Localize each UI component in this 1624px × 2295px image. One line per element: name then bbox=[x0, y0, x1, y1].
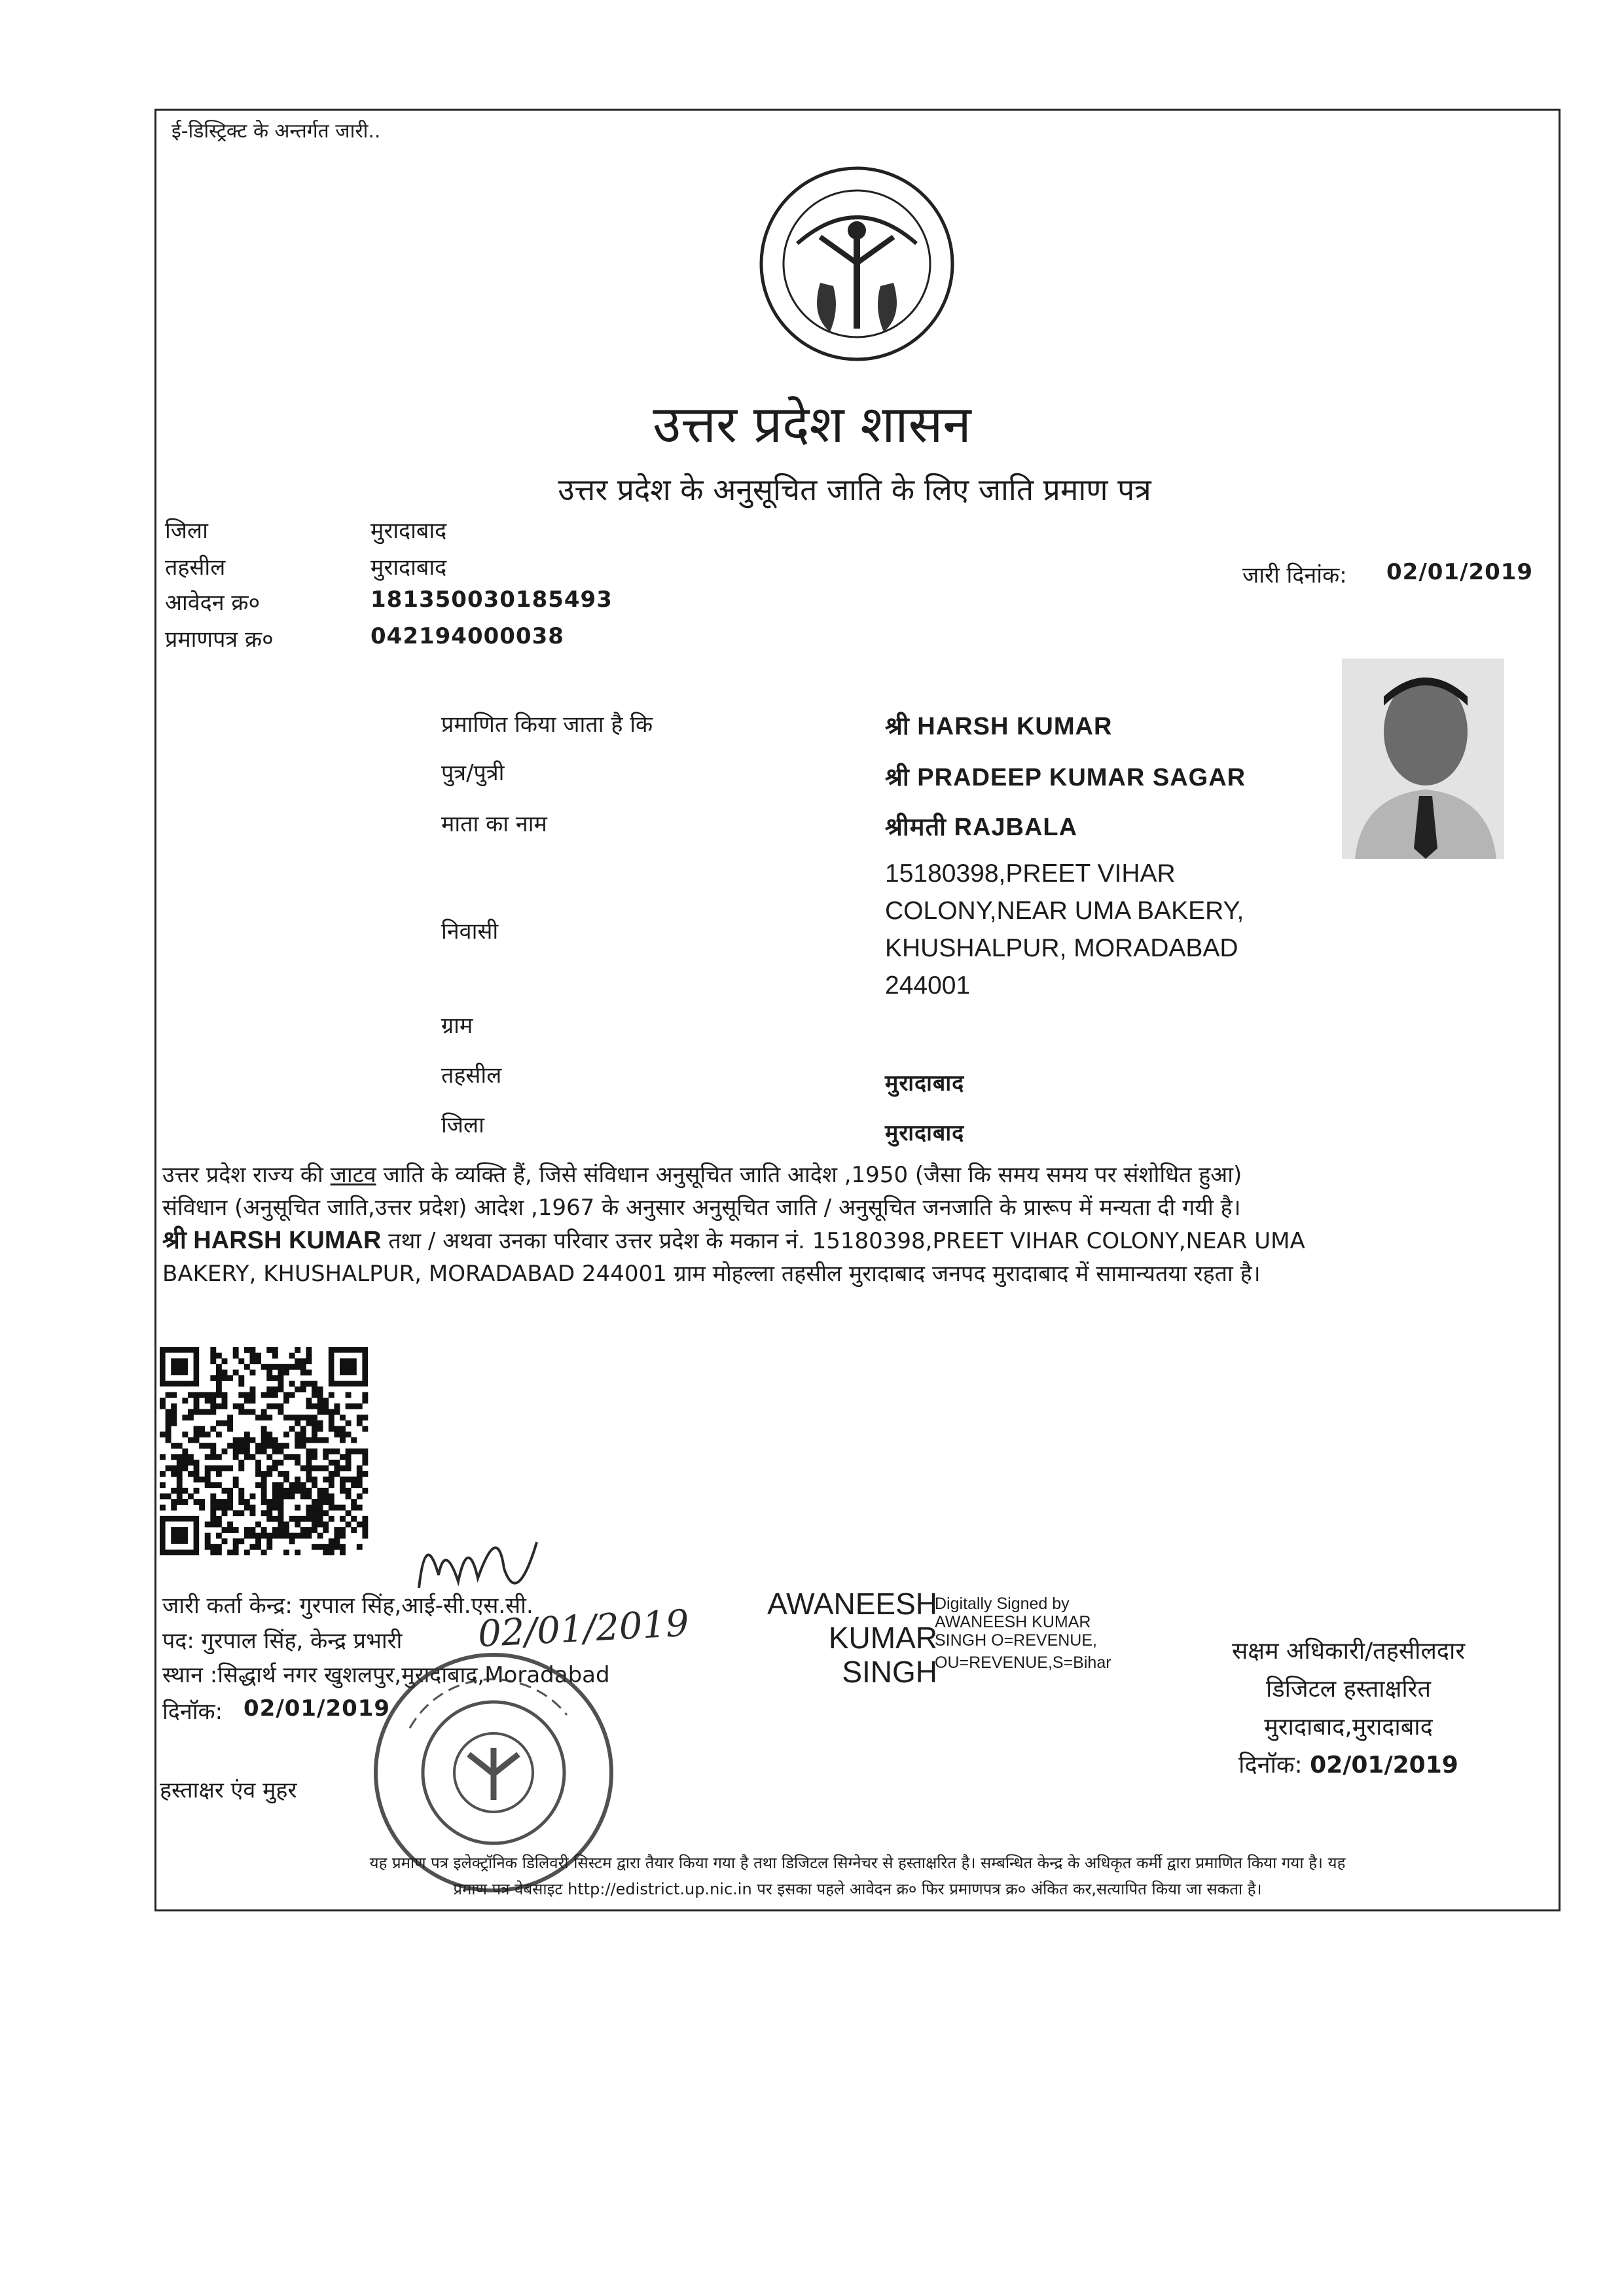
digital-signature-name bbox=[746, 1587, 937, 1689]
tehsil-label: तहसील bbox=[441, 1062, 502, 1089]
signature-icon bbox=[406, 1516, 563, 1608]
meta-certificate-label: प्रमाणपत्र क्र० bbox=[165, 626, 274, 653]
issuer-date: 02/01/2019 bbox=[244, 1695, 391, 1722]
district-value: मुरादाबाद bbox=[885, 1120, 965, 1146]
up-government-emblem bbox=[758, 165, 956, 363]
body-text: BAKERY, KHUSHALPUR, MORADABAD 244001 ग्राम मोहल्ला तहसील मुरादाबाद जनपद मुरादाबाद में सामान्यतया रहता है। bbox=[162, 1261, 1261, 1287]
signature-detail-line: SINGH O=REVENUE, bbox=[935, 1631, 1097, 1650]
qr-code-icon bbox=[160, 1347, 369, 1555]
caste-name: जाटव bbox=[330, 1162, 376, 1188]
mother-name: श्रीमती RAJBALA bbox=[885, 814, 1078, 841]
authority-title: सक्षम अधिकारी/तहसीलदार bbox=[1231, 1638, 1466, 1665]
address-line: KHUSHALPUR, MORADABAD bbox=[885, 934, 1238, 962]
issuer-post: पद: गुरपाल सिंह, केन्द्र प्रभारी bbox=[162, 1628, 403, 1654]
applicant-photo bbox=[1342, 659, 1504, 859]
issue-date: 02/01/2019 bbox=[1386, 559, 1534, 585]
signer-name-line: KUMAR bbox=[828, 1621, 937, 1655]
page-title: उत्तर प्रदेश शासन bbox=[653, 395, 971, 454]
authority-date: 02/01/2019 bbox=[1310, 1752, 1458, 1779]
mother-label: माता का नाम bbox=[441, 811, 547, 837]
signature-detail-line: Digitally Signed by bbox=[935, 1595, 1070, 1613]
village-label: ग्राम bbox=[441, 1013, 473, 1039]
meta-tehsil-label: तहसील bbox=[165, 554, 226, 581]
body-text: उत्तर प्रदेश राज्य की bbox=[162, 1162, 331, 1188]
signer-name-line: AWANEESH bbox=[767, 1587, 937, 1621]
issuer-date-label: दिनॉक: bbox=[162, 1699, 223, 1725]
authority-digital-signed: डिजिटल हस्ताक्षरित bbox=[1266, 1676, 1431, 1703]
tehsil-value: मुरादाबाद bbox=[885, 1070, 965, 1096]
header-note: ई-डिस्ट्रिक्ट के अन्तर्गत जारी.. bbox=[171, 120, 381, 143]
qr-code bbox=[160, 1347, 369, 1555]
handwritten-date: 02/01/2019 bbox=[477, 1602, 691, 1656]
father-name: श्री PRADEEP KUMAR SAGAR bbox=[885, 764, 1246, 791]
meta-district-value: मुरादाबाद bbox=[370, 518, 447, 544]
certified-label: प्रमाणित किया जाता है कि bbox=[441, 712, 653, 738]
meta-district-label: जिला bbox=[165, 518, 208, 544]
person-photo-icon bbox=[1342, 659, 1504, 859]
body-text: जाति के व्यक्ति हैं, जिसे संविधान अनुसूचित जाति आदेश ,1950 (जैसा कि समय समय पर संशोधित हुआ) bbox=[376, 1162, 1242, 1188]
certificate-subtitle: उत्तर प्रदेश के अनुसूचित जाति के लिए जाति प्रमाण पत्र bbox=[558, 472, 1151, 507]
meta-application-number: 181350030185493 bbox=[370, 587, 613, 613]
child-of-label: पुत्र/पुत्री bbox=[441, 760, 505, 786]
footer-line: प्रमाण पत्र वेबसाइट http://edistrict.up.nic.in पर इसका पहले आवेदन क्र० फिर प्रमाणपत्र क्र० अंकित कर,सत्यापित किया जा सकता है। bbox=[453, 1880, 1262, 1898]
signature-and-seal-label: हस्ताक्षर एंव मुहर bbox=[160, 1777, 297, 1803]
competent-authority bbox=[1178, 1633, 1519, 1784]
address-block bbox=[885, 855, 1244, 1004]
body-text: तथा / अथवा उनका परिवार उत्तर प्रदेश के मकान नं. 15180398,PREET VIHAR COLONY,NEAR UMA bbox=[381, 1228, 1305, 1254]
digital-signature-details bbox=[935, 1595, 1111, 1672]
applicant-name: श्री HARSH KUMAR bbox=[885, 713, 1113, 740]
emblem-icon bbox=[758, 165, 956, 363]
certificate-body bbox=[162, 1159, 1550, 1290]
address-line: COLONY,NEAR UMA BAKERY, bbox=[885, 897, 1244, 925]
resident-label: निवासी bbox=[441, 918, 499, 945]
handwritten-signature bbox=[406, 1516, 563, 1610]
authority-date-label: दिनॉक: bbox=[1238, 1752, 1303, 1779]
certificate-footer bbox=[164, 1850, 1551, 1902]
issuer-center: जारी कर्ता केन्द्र: गुरपाल सिंह,आई-सी.एस.सी. bbox=[162, 1593, 533, 1619]
footer-line: यह प्रमाण पत्र इलेक्ट्रॉनिक डिलिवरी सिस्टम द्वारा तैयार किया गया है तथा डिजिटल सिग्नेचर से हस्ताक्षरित है। सम्बन्धित केन्द्र के अधिकृत कर्मी द्वारा प्रमाणित किया गया है। यह bbox=[369, 1854, 1346, 1872]
signature-detail-line: AWANEESH KUMAR bbox=[935, 1613, 1091, 1631]
issue-date-label: जारी दिनांक: bbox=[1242, 562, 1347, 588]
body-applicant-name: श्री HARSH KUMAR bbox=[162, 1227, 382, 1254]
meta-certificate-number: 042194000038 bbox=[370, 623, 564, 649]
address-line: 244001 bbox=[885, 971, 971, 1000]
meta-application-label: आवेदन क्र० bbox=[165, 590, 261, 616]
signature-detail-line: OU=REVENUE,S=Bihar bbox=[935, 1653, 1111, 1672]
signer-name-line: SINGH bbox=[842, 1655, 937, 1689]
meta-tehsil-value: मुरादाबाद bbox=[370, 554, 447, 581]
address-line: 15180398,PREET VIHAR bbox=[885, 859, 1176, 888]
body-text: संविधान (अनुसूचित जाति,उत्तर प्रदेश) आदेश ,1967 के अनुसार अनुसूचित जाति / अनुसूचित जनजाति के प्रारूप में मन्यता दी गयी है। bbox=[162, 1195, 1241, 1221]
district-label: जिला bbox=[441, 1112, 484, 1138]
authority-location: मुरादाबाद,मुरादाबाद bbox=[1264, 1714, 1433, 1741]
issuer-place: स्थान :सिद्धार्थ नगर खुशलपुर,मुरादाबाद,Moradabad bbox=[162, 1662, 610, 1688]
